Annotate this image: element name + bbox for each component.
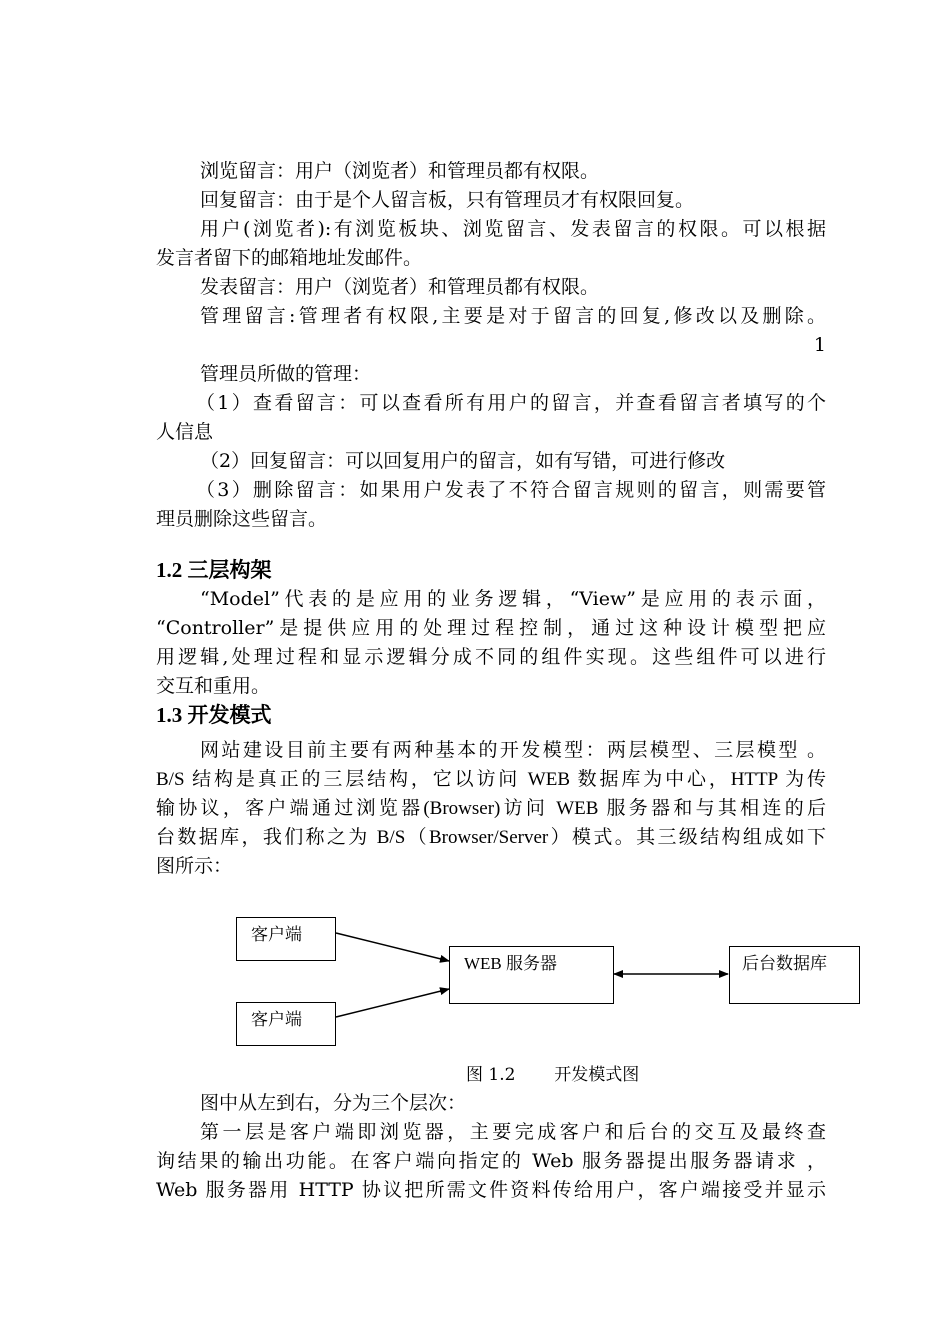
figure-caption	[466, 1062, 639, 1088]
text-line: “Model”代表的是应用的业务逻辑，“View”是应用的表示面，	[200, 588, 826, 610]
text-line: “Controller”是提供应用的处理过程控制，通过这种设计模型把应	[156, 617, 826, 639]
web-server-label: WEB 服务器	[464, 954, 558, 973]
database-label: 后台数据库	[742, 954, 827, 974]
text-line: （3）删除留言：如果用户发表了不符合留言规则的留言，则需要管	[196, 479, 826, 501]
text-line: （1）查看留言：可以查看所有用户的留言，并查看留言者填写的个	[196, 392, 826, 414]
text-line: B/S 结构是真正的三层结构，它以访问 WEB 数据库为中心，HTTP 为传	[156, 769, 826, 790]
arrow-client2-to-web	[336, 989, 449, 1017]
text-line: 浏览留言：用户（浏览者）和管理员都有权限。	[200, 160, 600, 182]
text-line: 发表留言：用户（浏览者）和管理员都有权限。	[200, 276, 600, 298]
text-line: 人信息	[156, 421, 214, 443]
arrow-client1-to-web	[336, 933, 449, 961]
client-box-1	[236, 917, 336, 961]
text-line: 图中从左到右，分为三个层次：	[200, 1092, 467, 1114]
text-line: 回复留言：由于是个人留言板，只有管理员才有权限回复。	[200, 189, 695, 211]
text-line: 图所示：	[156, 855, 233, 877]
text-line: 第一层是客户端即浏览器，主要完成客户和后台的交互及最终查	[200, 1121, 826, 1143]
text-line: 台数据库，我们称之为 B/S（Browser/Server）模式。其三级结构组成如下	[156, 827, 826, 848]
client-label: 客户端	[251, 1010, 302, 1030]
caption-title: 开发模式图	[554, 1065, 640, 1085]
text-line: （2）回复留言：可以回复用户的留言，如有写错，可进行修改	[200, 450, 726, 472]
text-line: Web 服务器用 HTTP 协议把所需文件资料传给用户，客户端接受并显示	[156, 1179, 826, 1201]
section-heading: 1.2 三层构架	[156, 558, 272, 582]
text-line: 用户(浏览者):有浏览板块、浏览留言、发表留言的权限。可以根据	[200, 218, 826, 240]
database-box	[729, 946, 860, 1004]
text-line: 输协议，客户端通过浏览器(Browser)访问 WEB 服务器和与其相连的后	[156, 798, 826, 819]
text-line: 管理留言:管理者有权限,主要是对于留言的回复,修改以及删除。	[200, 305, 826, 327]
section-heading: 1.3 开发模式	[156, 703, 272, 727]
text-line: 管理员所做的管理：	[200, 363, 372, 385]
client-label: 客户端	[251, 925, 302, 945]
web-server-box	[449, 946, 614, 1004]
client-box-2	[236, 1002, 336, 1046]
text-line: 发言者留下的邮箱地址发邮件。	[156, 247, 423, 269]
text-line: 询结果的输出功能。在客户端向指定的 Web 服务器提出服务器请求 ，	[156, 1150, 826, 1172]
caption-number: 图 1.2	[466, 1065, 516, 1085]
text-line: 网站建设目前主要有两种基本的开发模型：两层模型、三层模型 。	[200, 740, 826, 761]
text-line: 理员删除这些留言。	[156, 508, 328, 530]
page-number: 1	[813, 334, 826, 356]
text-line: 交互和重用。	[156, 675, 271, 697]
text-line: 用逻辑,处理过程和显示逻辑分成不同的组件实现。这些组件可以进行	[156, 646, 826, 668]
